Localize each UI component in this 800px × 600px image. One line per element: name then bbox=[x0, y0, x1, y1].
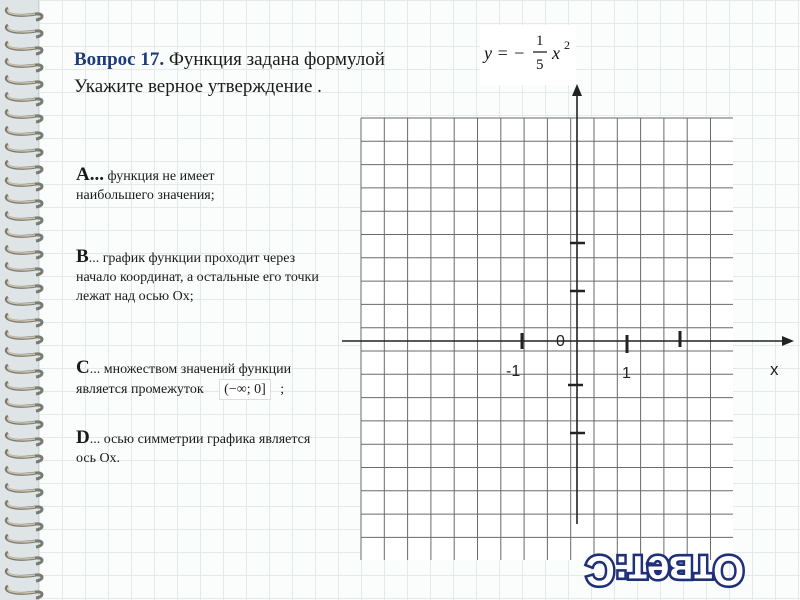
option-b bbox=[76, 247, 396, 306]
origin-label: 0 bbox=[556, 333, 565, 350]
option-a-letter: А... bbox=[76, 164, 104, 185]
option-c bbox=[76, 358, 386, 400]
option-b-text-line3: лежат над осью Ох; bbox=[76, 289, 194, 304]
tick-label-one: 1 bbox=[622, 365, 631, 382]
option-c-text-line2: является промежуток bbox=[76, 382, 204, 397]
option-d-letter: D bbox=[76, 427, 90, 448]
x-axis-label: x bbox=[770, 360, 779, 379]
formula-numerator: 1 bbox=[536, 33, 544, 49]
question-text-line1: Функция задана формулой bbox=[164, 49, 385, 70]
option-a bbox=[76, 165, 386, 205]
answer-wordart bbox=[530, 546, 800, 600]
option-c-letter: С bbox=[76, 357, 90, 378]
tick-label-minus-one: -1 bbox=[506, 363, 521, 380]
x-axis-arrow-icon bbox=[782, 336, 794, 346]
formula-exponent: 2 bbox=[564, 38, 570, 52]
option-b-text-line2: начало координат, а остальные его точки bbox=[76, 270, 319, 285]
option-d-text-line2: ось Ох. bbox=[76, 451, 121, 466]
question-text-line2: Укажите верное утверждение . bbox=[74, 76, 322, 97]
option-a-text-line1: функция не имеет bbox=[103, 169, 215, 184]
option-b-text-line1: ... график функции проходит через bbox=[88, 251, 296, 266]
formula-lhs: y = − bbox=[484, 43, 526, 63]
option-c-text-line1: ... множеством значений функции bbox=[89, 362, 292, 377]
answer-text: Ответ:С bbox=[585, 547, 745, 595]
option-c-tail: ; bbox=[280, 382, 285, 397]
formula-denominator: 5 bbox=[536, 57, 544, 73]
y-axis-arrow-icon bbox=[572, 84, 582, 96]
option-a-text-line2: наибольшего значения; bbox=[76, 188, 215, 203]
option-c-interval: (−∞; 0] bbox=[219, 379, 271, 400]
option-d-text-line1: ... осью симметрии графика является bbox=[89, 432, 311, 447]
formula-variable: x bbox=[552, 43, 560, 63]
question-number: Вопрос 17. bbox=[74, 49, 165, 70]
option-b-letter: В bbox=[76, 246, 89, 267]
option-d bbox=[76, 428, 376, 468]
